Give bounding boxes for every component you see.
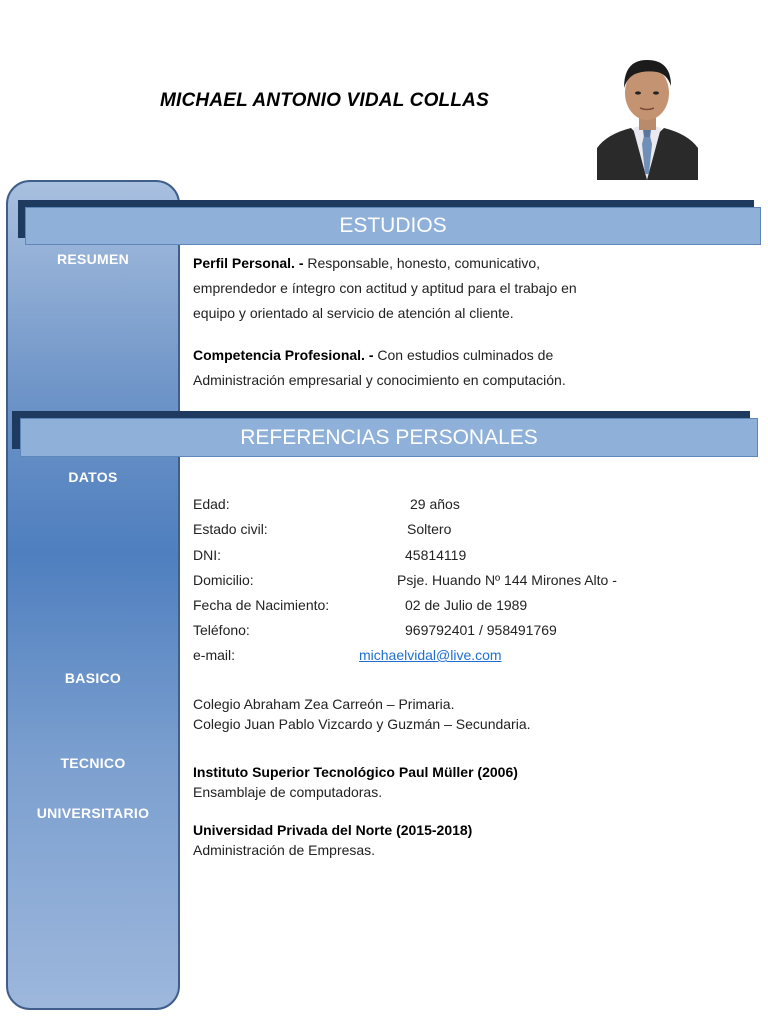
personal-row-edad	[193, 496, 460, 512]
personal-label: Edad:	[193, 496, 230, 512]
profile-summary	[193, 251, 577, 326]
university-title: Universidad Privada del Norte (2015-2018)	[193, 822, 473, 838]
sidebar-label-basico: BASICO	[64, 670, 122, 686]
sidebar-label-universitario: UNIVERSITARIO	[36, 805, 150, 821]
competencia-line-2: Administración empresarial y conocimiento en computación.	[193, 372, 566, 388]
personal-row-estado-civil	[193, 521, 452, 537]
personal-row-dni	[193, 547, 467, 563]
personal-label: Fecha de Nacimiento:	[193, 597, 330, 613]
person-portrait-icon	[597, 48, 698, 180]
basic-line-2: Colegio Juan Pablo Vizcardo y Guzmán – Secundaria.	[193, 716, 531, 732]
candidate-name: MICHAEL ANTONIO VIDAL COLLAS	[160, 90, 489, 111]
personal-row-email	[193, 647, 502, 663]
perfil-line-3: equipo y orientado al servicio de atención al cliente.	[193, 305, 514, 321]
personal-label: e-mail:	[193, 647, 236, 663]
sidebar-label-resumen: RESUMEN	[56, 251, 130, 267]
personal-value: 45814119	[405, 547, 467, 563]
university-desc: Administración de Empresas.	[193, 842, 376, 858]
section-header-referencias: REFERENCIAS PERSONALES	[20, 418, 758, 457]
profile-photo	[597, 48, 698, 180]
personal-label: Domicilio:	[193, 572, 254, 588]
perfil-line-2: emprendedor e íntegro con actitud y aptitud para el trabajo en	[193, 280, 577, 296]
perfil-title: Perfil Personal. -	[193, 255, 304, 271]
technical-desc: Ensamblaje de computadoras.	[193, 784, 383, 800]
competencia-summary	[193, 343, 566, 393]
personal-value: 02 de Julio de 1989	[405, 597, 528, 613]
personal-row-fecha-nacimiento	[193, 597, 528, 613]
personal-label: DNI:	[193, 547, 221, 563]
personal-value: 29 años	[410, 496, 460, 512]
email-link[interactable]: michaelvidal@live.com	[359, 647, 502, 663]
sidebar-label-datos: DATOS	[68, 469, 118, 485]
basic-line-1: Colegio Abraham Zea Carreón – Primaria.	[193, 696, 455, 712]
personal-label: Teléfono:	[193, 622, 250, 638]
personal-value: Psje. Huando Nº 144 Mirones Alto -	[397, 572, 617, 588]
personal-value: Soltero	[407, 521, 452, 537]
technical-title: Instituto Superior Tecnológico Paul Müller (2006)	[193, 764, 518, 780]
section-header-estudios: ESTUDIOS	[25, 207, 761, 245]
competencia-line-1: Con estudios culminados de	[373, 347, 554, 363]
perfil-line-1: Responsable, honesto, comunicativo,	[303, 255, 541, 271]
sidebar-label-tecnico: TECNICO	[60, 755, 126, 771]
competencia-title: Competencia Profesional. -	[193, 347, 374, 363]
sidebar-panel	[6, 180, 180, 1010]
personal-row-telefono	[193, 622, 557, 638]
basic-education	[193, 694, 531, 734]
personal-value: 969792401 / 958491769	[405, 622, 557, 638]
personal-row-domicilio	[193, 572, 617, 588]
personal-label: Estado civil:	[193, 521, 268, 537]
